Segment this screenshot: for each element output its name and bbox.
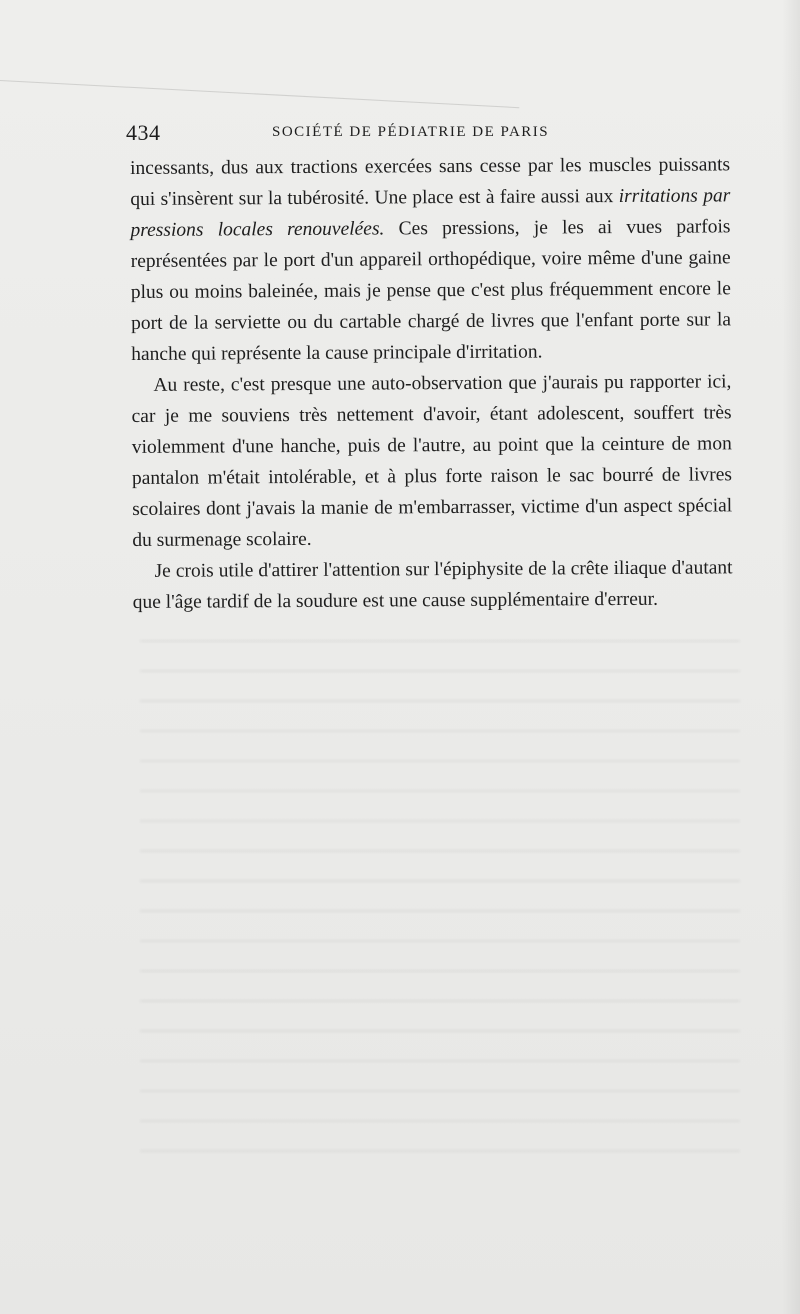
bleed-through-text [140,640,740,1160]
page-number: 434 [126,120,161,145]
paragraph-1-italic: irritations par pressions locales renouvelées. [130,185,731,241]
body-text [130,149,733,618]
paragraph-3: Je crois utile d'attirer l'attention sur l'épiphysite de la crête iliaque d'autant que l'âge tardif de la soudure est une cause supplémentaire d'erreur. [132,557,733,613]
paragraph-2: Au reste, c'est presque une auto-observation que j'aurais pu rapporter ici, car je me souviens très nettement d'avoir, étant adolescent, souffert très violemment d'une hanche, puis de l'autre, au point que la ceinture de mon pantalon m'était intolérable, et à plus forte raison le sac bourré de livres scolaires dont j'avais la manie de m'embarrasser, victime d'un aspect spécial du surmenage scolaire. [131,371,733,551]
running-header [126,120,736,150]
running-title: SOCIÉTÉ DE PÉDIATRIE DE PARIS [272,124,550,140]
paragraph-1-start: incessants, dus aux tractions exercées sans cesse par les muscles puissants qui s'insèrent sur la tubérosité. Une place est à faire aussi aux [130,154,731,210]
paragraph-1-end: Ces pressions, je les ai vues parfois représentées par le port d'un appareil orthopédique, voire même d'une gaine plus ou moins baleinée, mais je pense que c'est plus fréquemment encore le port de la serviette ou du cartable chargé de livres que l'enfant porte sur la hanche qui représente la cause principale d'irritation. [130,216,732,365]
paragraph-1 [130,149,731,370]
page-edge-shadow [782,0,800,1314]
